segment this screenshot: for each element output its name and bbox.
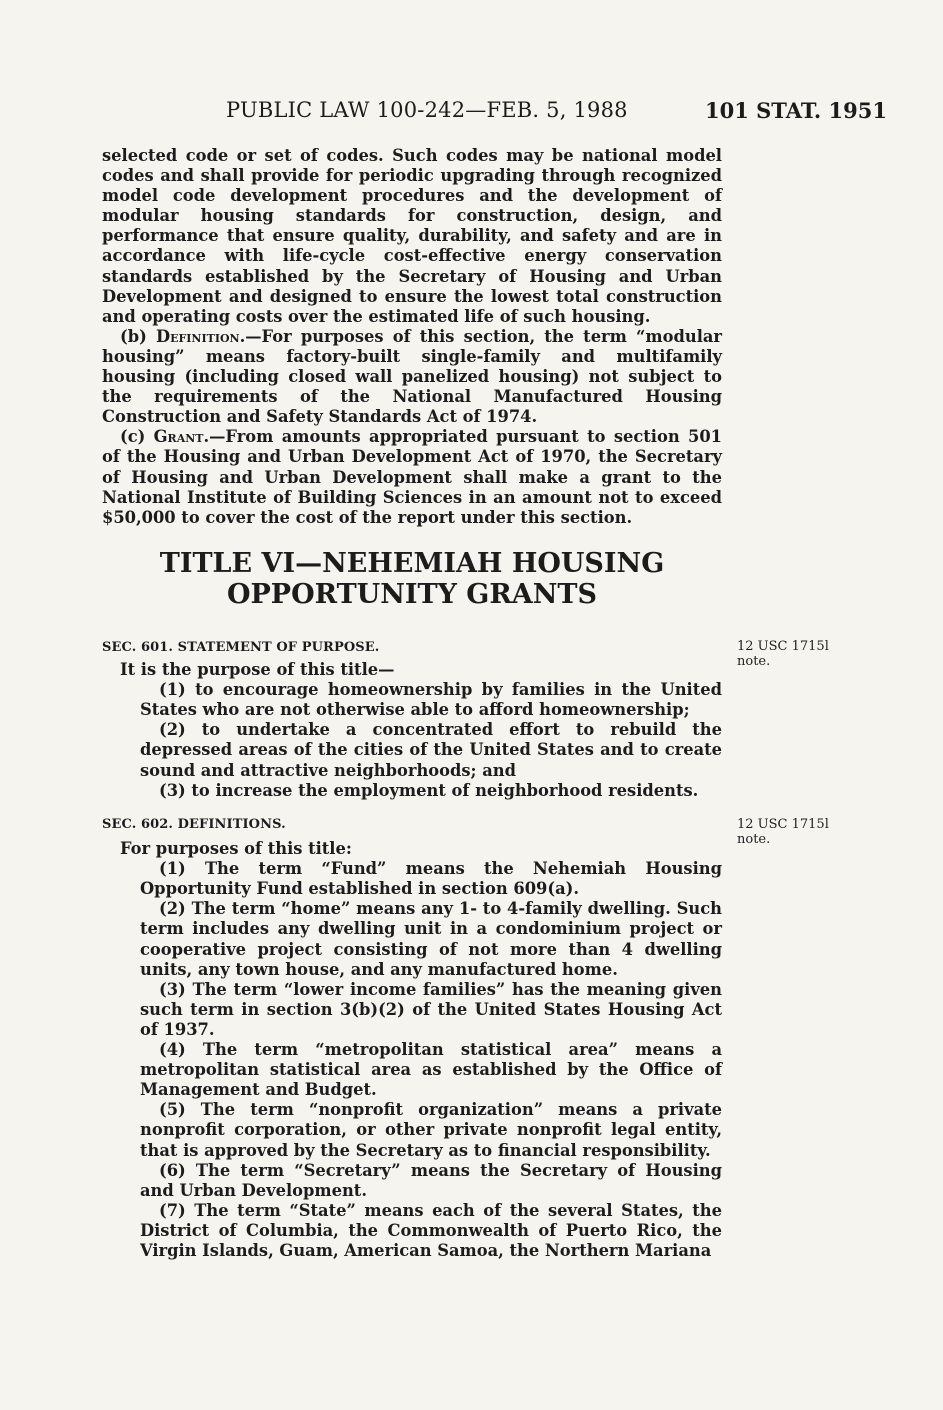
margin-note-601-citation: 12 USC 1715l: [737, 639, 829, 654]
section-602-item-6: (6) The term “Secretary” means the Secretary of Housing and Urban Development.: [140, 1160, 722, 1200]
section-602-heading: SEC. 602. DEFINITIONS.: [102, 817, 286, 832]
section-601-intro: It is the purpose of this title—: [120, 660, 395, 680]
continuation-paragraph: selected code or set of codes. Such codes may be national model codes and shall provide for periodic upgrading through recognized model code development procedures and the development of modular housing standards for construction, design, and performance that ensure quality, durability, and safety and are in accordance with life-cycle cost-effective energy conservation standards established by the Secretary of Housing and Urban Development and designed to ensure the lowest total construction and operating costs over the estimated life of such housing.: [102, 146, 722, 326]
subsection-c-text: .—From amounts appropriated pursuant to section 501 of the Housing and Urban Development Act of 1970, the Secretary of Housing and Urban Development shall make a grant to the National Institute of Building Sciences in an amount not to exceed $50,000 to cover the cost of the report under this section.: [102, 427, 722, 527]
section-601-item-1: (1) to encourage homeownership by families in the United States who are not otherwise able to afford homeownership;: [140, 680, 722, 720]
section-602-item-4: (4) The term “metropolitan statistical area” means a metropolitan statistical area as established by the Office of Management and Budget.: [140, 1040, 722, 1100]
margin-note-601: [737, 639, 857, 669]
page-header: [0, 98, 943, 128]
margin-note-601-note: note.: [737, 654, 771, 669]
section-602-item-3: (3) The term “lower income families” has the meaning given such term in section 3(b)(2) of the United States Housing Act of 1937.: [140, 979, 722, 1039]
section-continuation: [102, 146, 722, 528]
title-line-1: TITLE VI—NEHEMIAH HOUSING: [159, 548, 665, 579]
subsection-b-text: .—For purposes of this section, the term “modular housing” means factory-built single-family and multifamily housing (including closed wall panelized housing) not subject to the requirements of the National Manufactured Housing Construction and Safety Standards Act of 1974.: [102, 326, 723, 427]
section-601-item-3: (3) to increase the employment of neighborhood residents.: [159, 780, 699, 800]
subsection-c-heading: Grant: [153, 427, 204, 447]
margin-note-602-note: note.: [737, 832, 771, 847]
section-602-item-2: (2) The term “home” means any 1- to 4-family dwelling. Such term includes any dwelling unit in a condominium project or cooperative project consisting of not more than 4 dwelling units, any town house, and any manufactured home.: [140, 899, 722, 979]
running-title: PUBLIC LAW 100-242—FEB. 5, 1988: [226, 98, 628, 122]
subsection-c-label: (c): [120, 427, 154, 447]
section-602-item-7: (7) The term “State” means each of the several States, the District of Columbia, the Commonwealth of Puerto Rico, the Virgin Islands, Guam, American Samoa, the Northern Mariana: [140, 1200, 722, 1260]
margin-note-602-citation: 12 USC 1715l: [737, 817, 829, 832]
title-heading: [102, 548, 722, 610]
section-601: [102, 638, 722, 801]
subsection-b-heading: Definition: [155, 326, 240, 346]
title-line-2: OPPORTUNITY GRANTS: [226, 579, 598, 610]
margin-note-602: [737, 817, 857, 847]
subsection-b: [102, 327, 722, 427]
section-602-item-1: (1) The term “Fund” means the Nehemiah Housing Opportunity Fund established in section 609(a).: [140, 859, 722, 899]
section-601-heading: SEC. 601. STATEMENT OF PURPOSE.: [102, 640, 380, 655]
section-601-item-2: (2) to undertake a concentrated effort to rebuild the depressed areas of the cities of the United States and to create sound and attractive neighborhoods; and: [140, 720, 722, 780]
section-602-item-5: (5) The term “nonprofit organization” means a private nonprofit corporation, or other private nonprofit legal entity, that is approved by the Secretary as to financial responsibility.: [140, 1100, 722, 1160]
section-602-intro: For purposes of this title:: [120, 839, 352, 859]
subsection-c: [102, 427, 722, 527]
section-602: [102, 815, 722, 1261]
subsection-b-label: (b): [120, 326, 156, 346]
stat-page-number: 101 STAT. 1951: [705, 98, 887, 123]
